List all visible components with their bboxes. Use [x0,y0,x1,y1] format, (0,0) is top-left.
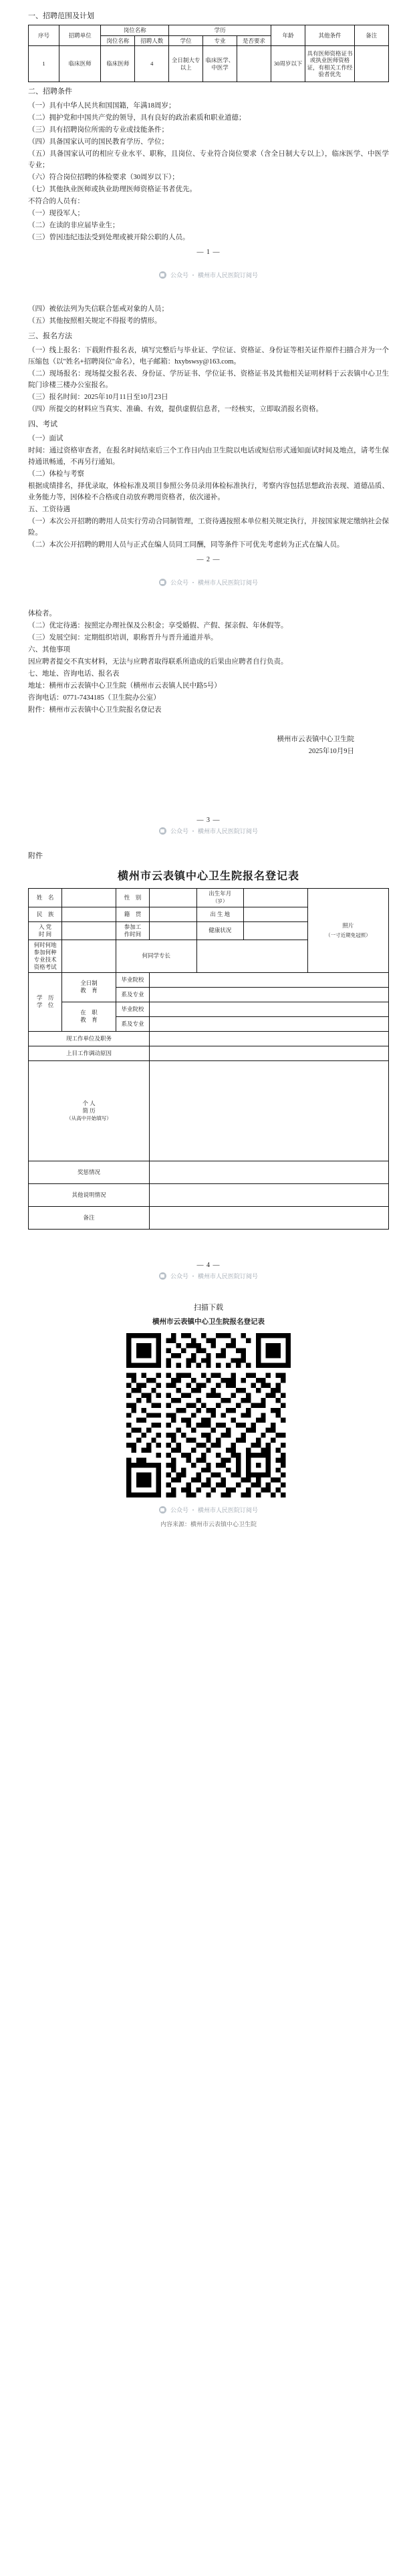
input-qualification[interactable] [62,940,116,972]
condition-item: （五）其他按照相关规定不得报考的情形。 [28,317,162,325]
watermark [28,1506,389,1514]
page-number: — 3 — [196,817,221,825]
watermark [28,827,389,835]
contact-section-title: 七、地址、咨询电话、报名表 [28,670,120,678]
contact-phone: 咨询电话：0771-7434185（卫生院办公室） [28,694,160,702]
watermark-label: 公众号 ・ 横州市人民医院订阅号 [170,1272,258,1280]
cell-remark [354,46,389,82]
misc-item: 体检者。 [28,610,56,618]
label-fulltime-school: 毕业院校 [116,972,149,987]
exam-item: （二）体检与考察 [28,470,84,478]
label-gender: 性 别 [116,889,149,907]
condition-item: （三）曾因违纪违法受到处理或被开除公职的人员。 [28,234,190,242]
section-1-title: 一、招聘范围及计划 [28,12,94,20]
condition-item: （二）拥护党和中国共产党的领导，具有良好的政治素质和职业道德； [28,114,246,122]
th-count: 招聘人数 [135,35,169,46]
cell-no: 1 [29,46,59,82]
condition-item: （二）在读的非应届毕业生； [28,222,120,230]
watermark-label: 公众号 ・ 横州市人民医院订阅号 [170,1506,258,1514]
label-inservice-school: 毕业院校 [116,1002,149,1016]
input-native[interactable] [150,907,196,921]
condition-exclusion-title: 不符合的人员有： [28,198,84,206]
watermark [28,578,389,587]
condition-item: （三）具有招聘岗位所需的专业或技能条件； [28,126,168,134]
watermark-label: 公众号 ・ 横州市人民医院订阅号 [170,272,258,279]
label-fulltime-edu: 全日制 教 育 [62,972,116,1002]
recruitment-table [28,25,389,82]
input-personal-resume[interactable] [150,1060,389,1161]
watermark [28,271,389,279]
th-post-group [101,25,169,36]
input-note[interactable] [150,1206,389,1229]
contact-address: 地址：横州市云表镇中心卫生院（横州市云表镇人民中路5号） [28,682,221,690]
label-qualification: 何时何地 参加何种 专业技术 资格考试 [29,940,62,972]
condition-item: （六）符合岗位招聘的体检要求（30周岁以下）； [28,174,179,182]
cell-full: 全日制大专以上 [169,46,203,82]
input-birthplace[interactable] [244,907,308,921]
salary-item: （二）本次公开招聘的聘用人员与正式在编人员同工同酬，同等条件下可优先考虑转为正式在编人员。 [28,541,344,549]
th-no: 序号 [29,25,59,46]
content-source: 内容来源：横州市云表镇中心卫生院 [160,1520,257,1528]
input-ethnic[interactable] [62,907,116,921]
th-age: 年龄 [271,25,305,46]
input-fulltime-school[interactable] [150,972,389,987]
condition-item: （四）被依法列为失信联合惩戒对象的人员； [28,305,168,313]
misc-item: 因应聘者提交不真实材料，无法与应聘者取得联系所造成的后果由应聘者自行负责。 [28,658,288,666]
cell-age: 30周岁以下 [271,46,305,82]
input-other-info[interactable] [150,1183,389,1206]
page-number: — 1 — [196,249,221,257]
signoff-org: 横州市云表镇中心卫生院 [277,736,354,744]
cell-required [237,46,271,82]
qr-code[interactable] [126,1333,291,1497]
input-current-job[interactable] [150,1031,389,1046]
label-health: 健康状况 [196,921,243,940]
label-awards: 奖惩情况 [29,1161,150,1183]
input-awards[interactable] [150,1161,389,1183]
th-other: 其他条件 [305,25,354,46]
input-party-date[interactable] [62,921,116,940]
th-degree: 学位 [169,35,203,46]
input-gender[interactable] [150,889,196,907]
label-native: 籍 贯 [116,907,149,921]
form-row [29,1183,389,1206]
apply-item: （四）所提交的材料应当真实、准确、有效，提供虚假信息者，一经核实，立即取消报名资格。 [28,406,323,414]
apply-item: （一）线上报名：下载附件报名表，填写完整后与毕业证、学位证、资格证、身份证等相关证件原件扫描合并为一个压缩包（以"姓名+招聘岗位"命名），电子邮箱：hxybswsy@163.com。 [28,347,389,366]
input-birth[interactable] [244,889,308,907]
table-header-row [29,25,389,36]
wechat-icon [159,271,166,279]
misc-item: （二）优定待遇：按照定办理社保及公积金；享受婚假、产假、探亲假、年休假等。 [28,622,288,630]
input-name[interactable] [62,889,116,907]
label-ethnic: 民 族 [29,907,62,921]
form-row [29,1046,389,1060]
form-row [29,1161,389,1183]
document-page-4 [0,841,417,1285]
form-row [29,889,389,907]
label-fulltime-dept: 系及专业 [116,987,149,1002]
registration-form-table [28,888,389,1229]
exam-item: 五、工资待遇 [28,506,70,514]
form-row [29,1206,389,1229]
label-inservice-dept: 系及专业 [116,1016,149,1031]
cell-count: 4 [135,46,169,82]
section-3-title: 三、报名方法 [28,332,72,341]
condition-item: （四）具备国家认可的国民教育学历、学位； [28,138,168,146]
table-row [29,46,389,82]
form-row [29,1060,389,1161]
cell-post: 临床医师 [101,46,135,82]
input-inservice-school[interactable] [150,1002,389,1016]
th-edu: 学历 [214,27,226,34]
input-prev-job-reason[interactable] [150,1046,389,1060]
page-number: — 2 — [196,556,221,564]
label-inservice-edu: 在 职 教 育 [62,1002,116,1031]
condition-item: （一）现役军人； [28,210,84,218]
label-current-job: 现工作单位及职务 [29,1031,150,1046]
exam-item: 时间：通过资格审查者，在报名时间结束后三个工作日内由卫生院以电话或短信形式通知面试时间及地点，请考生保持通讯畅通，不再另行通知。 [28,447,389,466]
cell-unit: 临床医师 [59,46,101,82]
th-post: 岗位名称 [123,27,146,34]
scan-subtitle: 横州市云表镇中心卫生院报名登记表 [152,1318,265,1326]
input-inservice-dept[interactable] [150,1016,389,1031]
th-remark: 备注 [354,25,389,46]
condition-item: （五）具备国家认可的相应专业水平、职称，且岗位、专业符合岗位要求（含全日制大专以上），临床医学、中医学专业； [28,150,389,170]
th-postname: 岗位名称 [101,35,135,46]
exam-item: （一）本次公开招聘的聘用人员实行劳动合同制管理，工资待遇按照本单位相关规定执行，并按国家规定缴纳社会保险。 [28,518,389,537]
condition-item: （一）具有中华人民共和国国籍，年满18周岁； [28,102,176,110]
th-major: 专业 [203,35,237,46]
input-health[interactable] [244,921,308,940]
watermark-label: 公众号 ・ 横州市人民医院订阅号 [170,828,258,835]
wechat-icon [159,827,166,835]
misc-section-title: 六、其他事项 [28,646,70,654]
page-number: — 4 — [196,1261,221,1269]
input-specialty[interactable] [196,940,307,972]
input-fulltime-dept[interactable] [150,987,389,1002]
label-birthplace: 出 生 地 [196,907,243,921]
exam-item: （一）面试 [28,435,63,443]
attachment-title: 横州市云表镇中心卫生院报名登记表 [117,871,299,883]
watermark-label: 公众号 ・ 横州市人民医院订阅号 [170,579,258,587]
document-page-2 [0,285,417,592]
condition-item: （七）其他执业医师或执业助理医师资格证书者优先。 [28,186,196,194]
label-other-info: 其他说明情况 [29,1183,150,1206]
form-row [29,1031,389,1046]
section-4-title: 四、考试 [28,420,57,429]
attachment-note: 附件：横州市云表镇中心卫生院报名登记表 [28,706,162,714]
misc-item: （三）发展空间：定期组织培训，职称晋升与晋升通道并举。 [28,634,218,642]
th-required: 是否要求 [237,35,271,46]
section-2-title: 二、招聘条件 [28,88,72,96]
scan-title: 扫描下载 [194,1303,223,1312]
label-name: 姓 名 [29,889,62,907]
form-row [29,972,389,987]
label-party-date: 入 党 时 间 [29,921,62,940]
wechat-icon [159,1272,166,1280]
photo-box: 照片 （一寸近期免冠照） [307,889,388,972]
label-work-date: 参加工 作时间 [116,921,149,940]
label-note: 备注 [29,1206,150,1229]
cell-major: 临床医学、中医学 [203,46,237,82]
wechat-icon [159,579,166,586]
document-page-1 [0,0,417,285]
attachment-label: 附件 [28,852,43,861]
watermark [28,1272,389,1280]
qr-download-section [0,1286,417,1535]
label-prev-job-reason: 上目工作调动原因 [29,1046,150,1060]
th-unit: 招聘单位 [59,25,101,46]
apply-item: （三）报名时间：2025年10月11日至10月23日 [28,394,168,402]
label-specialty: 何同学专长 [116,940,196,972]
label-birth: 出生年月 （岁） [196,889,243,907]
signoff-date: 2025年10月9日 [308,748,354,756]
input-work-date[interactable] [150,921,196,940]
cell-other: 具有医师资格证书或执业医师资格证，有相关工作经验者优先 [305,46,354,82]
apply-item: （二）现场报名：现场提交报名表、身份证、学历证书、学位证书、资格证书及其他相关证明材料于云表镇中心卫生院门诊楼三楼办公室报名。 [28,370,389,390]
th-req-group [169,25,271,36]
document-page-3 [0,592,417,841]
label-personal-resume: 个 人 简 历 （从高中开始填写） [29,1060,150,1161]
wechat-icon [159,1506,166,1514]
form-row [29,1002,389,1016]
exam-item: 根据成绩排名，择优录取，体检标准及项目参照公务员录用体检标准执行，考察内容包括思想政治表现、道德品质、业务能力等，因体检不合格或自动放弃聘用资格者，依次递补。 [28,482,389,502]
label-edu-degree: 学 历 学 位 [29,972,62,1031]
